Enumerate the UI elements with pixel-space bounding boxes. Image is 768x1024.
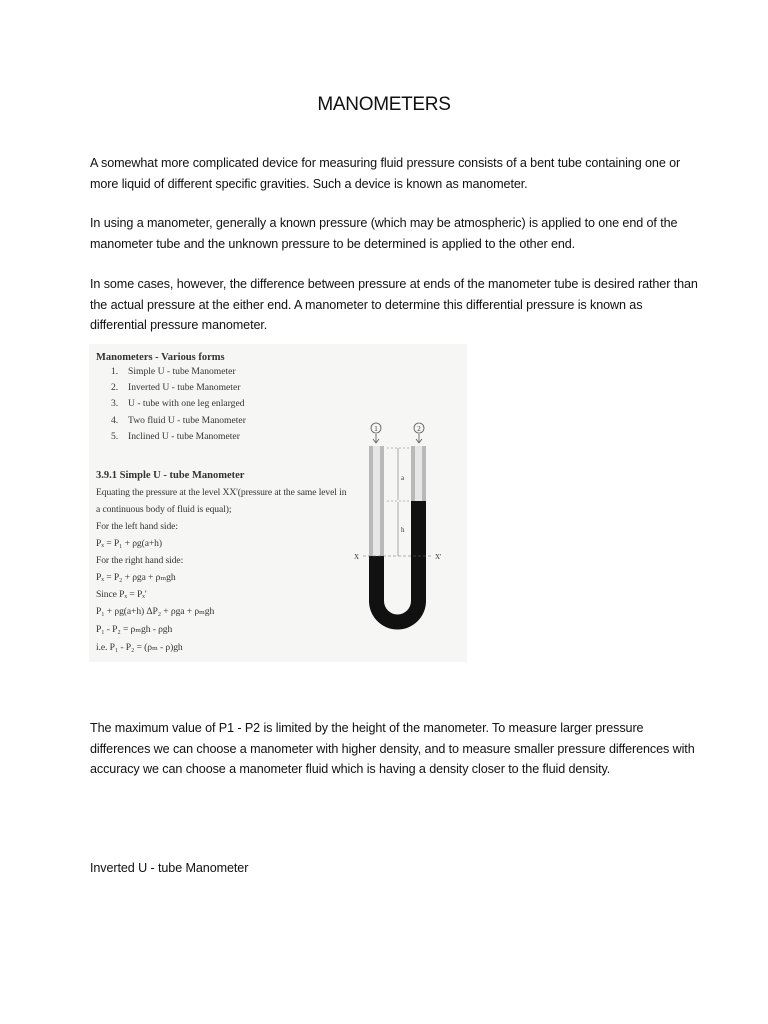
inverted-u-tube-heading: Inverted U - tube Manometer [90, 861, 249, 875]
usage-paragraph: In using a manometer, generally a known pressure (which may be atmospheric) is applied to one end of the manometer tube and the unknown pressure to be determined is applied to the other end. [90, 216, 678, 251]
right-tube-wall-inner [411, 446, 415, 501]
right-tube-bore [415, 446, 422, 501]
section-heading: 3.9.1 Simple U - tube Manometer [96, 470, 245, 481]
manometer-figure [89, 344, 467, 662]
equation-line: P₁ + ρg(a+h) ΔP₂ + ρga + ρₘgh [96, 606, 215, 617]
equation-line: a continuous body of fluid is equal); [96, 504, 232, 515]
u-bend [369, 590, 426, 630]
right-tube-wall-outer [422, 446, 426, 501]
list-item: 4. Two fluid U - tube Manometer [111, 414, 246, 426]
list-item: 5. Inclined U - tube Manometer [111, 430, 240, 442]
port-right-label: 2 [417, 425, 421, 433]
figure-heading: Manometers - Various forms [96, 352, 225, 363]
label-x-prime: X' [435, 553, 442, 561]
left-fluid-column [369, 556, 384, 591]
equation-line: Pₓ = P₁ + ρg(a+h) [96, 538, 162, 549]
label-a: a [401, 474, 405, 482]
port-left-label: 1 [374, 425, 378, 433]
list-item: 3. U - tube with one leg enlarged [111, 398, 245, 410]
right-fluid-column [411, 501, 426, 591]
equation-line: Since Pₓ = Pₓ' [96, 589, 147, 600]
list-item: 1. Simple U - tube Manometer [111, 366, 236, 377]
equation-line: Equating the pressure at the level XX'(pressure at the same level in [96, 487, 347, 498]
limits-paragraph: The maximum value of P1 - P2 is limited by the height of the manometer. To measure larger pressure differences we can choose a manometer with higher density, and to measure smaller pressure differences with accuracy we can choose a manometer fluid which is having a density closer to the fluid density. [90, 721, 695, 776]
equation-line: For the right hand side: [96, 555, 184, 566]
u-tube-diagram [349, 416, 459, 656]
page-title: MANOMETERS [317, 94, 451, 115]
label-x: X [354, 553, 360, 561]
list-item: 2. Inverted U - tube Manometer [111, 382, 241, 394]
manometer-forms-list [111, 366, 246, 447]
equation-line: P₁ - P₂ = ρₘgh - ρgh [96, 624, 173, 635]
equation-line: For the left hand side: [96, 521, 178, 532]
differential-paragraph: In some cases, however, the difference between pressure at ends of the manometer tube is desired rather than the actual pressure at the either end. A manometer to determine this differential pressure is known as differential pressure manometer. [90, 277, 698, 332]
intro-paragraph: A somewhat more complicated device for measuring fluid pressure consists of a bent tube containing one or more liquid of different specific gravities. Such a device is known as manometer. [90, 156, 681, 191]
label-h: h [401, 526, 405, 534]
equation-line: Pₓ = P₂ + ρga + ρₘgh [96, 572, 176, 583]
equation-line: i.e. P₁ - P₂ = (ρₘ - ρ)gh [96, 642, 183, 653]
